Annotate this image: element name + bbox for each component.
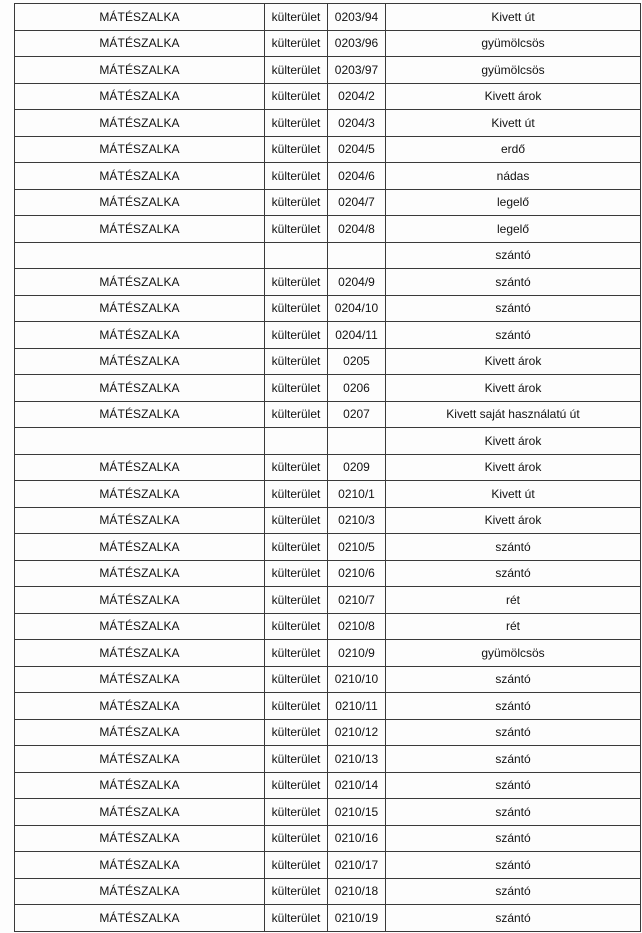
land-use-cell: szántó — [386, 560, 641, 587]
area-type-cell: külterület — [265, 613, 328, 640]
land-use-cell: szántó — [386, 693, 641, 720]
area-type-cell: külterület — [265, 560, 328, 587]
land-use-cell: szántó — [386, 666, 641, 693]
settlement-cell: MÁTÉSZALKA — [15, 348, 265, 375]
land-use-cell: Kivett út — [386, 481, 641, 508]
settlement-cell: MÁTÉSZALKA — [15, 852, 265, 879]
settlement-cell: MÁTÉSZALKA — [15, 507, 265, 534]
table-row — [15, 534, 641, 561]
area-type-cell: külterület — [265, 269, 328, 296]
parcel-table — [14, 3, 641, 932]
parcel-number-cell: 0205 — [328, 348, 386, 375]
settlement-cell: MÁTÉSZALKA — [15, 269, 265, 296]
table-row — [15, 30, 641, 57]
land-use-cell: szántó — [386, 719, 641, 746]
parcel-number-cell: 0210/13 — [328, 746, 386, 773]
land-use-cell: gyümölcsös — [386, 30, 641, 57]
land-use-cell: Kivett árok — [386, 375, 641, 402]
settlement-cell: MÁTÉSZALKA — [15, 905, 265, 932]
parcel-table-body — [15, 4, 641, 932]
area-type-cell: külterület — [265, 375, 328, 402]
area-type-cell: külterület — [265, 772, 328, 799]
land-use-cell: szántó — [386, 295, 641, 322]
table-row — [15, 878, 641, 905]
parcel-number-cell: 0210/12 — [328, 719, 386, 746]
parcel-number-cell: 0210/8 — [328, 613, 386, 640]
parcel-number-cell: 0210/14 — [328, 772, 386, 799]
table-row — [15, 216, 641, 243]
area-type-cell: külterület — [265, 57, 328, 84]
parcel-number-cell: 0204/10 — [328, 295, 386, 322]
parcel-number-cell: 0204/2 — [328, 83, 386, 110]
settlement-cell: MÁTÉSZALKA — [15, 189, 265, 216]
area-type-cell: külterület — [265, 30, 328, 57]
parcel-number-cell: 0206 — [328, 375, 386, 402]
table-row — [15, 269, 641, 296]
table-row — [15, 401, 641, 428]
land-use-cell: Kivett saját használatú út — [386, 401, 641, 428]
table-row — [15, 322, 641, 349]
settlement-cell: MÁTÉSZALKA — [15, 613, 265, 640]
table-row — [15, 666, 641, 693]
table-row — [15, 852, 641, 879]
area-type-cell: külterület — [265, 799, 328, 826]
parcel-number-cell: 0204/5 — [328, 136, 386, 163]
area-type-cell: külterület — [265, 454, 328, 481]
settlement-cell: MÁTÉSZALKA — [15, 746, 265, 773]
settlement-cell: MÁTÉSZALKA — [15, 666, 265, 693]
settlement-cell: MÁTÉSZALKA — [15, 57, 265, 84]
land-use-cell: szántó — [386, 825, 641, 852]
table-row — [15, 640, 641, 667]
settlement-cell: MÁTÉSZALKA — [15, 640, 265, 667]
parcel-number-cell: 0210/7 — [328, 587, 386, 614]
settlement-cell: MÁTÉSZALKA — [15, 295, 265, 322]
land-use-cell: Kivett út — [386, 110, 641, 137]
table-row — [15, 825, 641, 852]
table-row — [15, 189, 641, 216]
land-use-cell: nádas — [386, 163, 641, 190]
parcel-number-cell: 0203/97 — [328, 57, 386, 84]
area-type-cell: külterület — [265, 163, 328, 190]
area-type-cell: külterület — [265, 587, 328, 614]
table-row — [15, 746, 641, 773]
area-type-cell: külterület — [265, 481, 328, 508]
land-use-cell: szántó — [386, 905, 641, 932]
parcel-number-cell: 0204/11 — [328, 322, 386, 349]
settlement-cell: MÁTÉSZALKA — [15, 825, 265, 852]
land-use-cell: Kivett árok — [386, 348, 641, 375]
area-type-cell: külterület — [265, 719, 328, 746]
settlement-cell: MÁTÉSZALKA — [15, 587, 265, 614]
land-use-cell: gyümölcsös — [386, 57, 641, 84]
settlement-cell: MÁTÉSZALKA — [15, 83, 265, 110]
area-type-cell: külterület — [265, 216, 328, 243]
land-use-cell: Kivett árok — [386, 454, 641, 481]
table-row — [15, 905, 641, 932]
settlement-cell: MÁTÉSZALKA — [15, 4, 265, 31]
parcel-number-cell: 0204/9 — [328, 269, 386, 296]
area-type-cell: külterület — [265, 640, 328, 667]
land-use-cell: szántó — [386, 534, 641, 561]
land-use-cell: legelő — [386, 189, 641, 216]
area-type-cell: külterület — [265, 852, 328, 879]
table-row — [15, 428, 641, 455]
parcel-number-cell: 0210/1 — [328, 481, 386, 508]
parcel-number-cell: 0210/18 — [328, 878, 386, 905]
table-row — [15, 613, 641, 640]
parcel-number-cell: 0203/96 — [328, 30, 386, 57]
area-type-cell: külterület — [265, 4, 328, 31]
land-use-cell: szántó — [386, 746, 641, 773]
table-row — [15, 242, 641, 269]
area-type-cell: külterület — [265, 746, 328, 773]
settlement-cell: MÁTÉSZALKA — [15, 322, 265, 349]
settlement-cell: MÁTÉSZALKA — [15, 454, 265, 481]
parcel-number-cell: 0210/15 — [328, 799, 386, 826]
settlement-cell — [15, 428, 265, 455]
settlement-cell: MÁTÉSZALKA — [15, 30, 265, 57]
area-type-cell: külterület — [265, 693, 328, 720]
parcel-number-cell: 0210/19 — [328, 905, 386, 932]
table-row — [15, 136, 641, 163]
land-use-cell: Kivett árok — [386, 83, 641, 110]
settlement-cell — [15, 242, 265, 269]
area-type-cell: külterület — [265, 534, 328, 561]
table-row — [15, 507, 641, 534]
table-row — [15, 83, 641, 110]
table-row — [15, 4, 641, 31]
parcel-number-cell: 0210/17 — [328, 852, 386, 879]
table-row — [15, 693, 641, 720]
table-row — [15, 560, 641, 587]
land-use-cell: rét — [386, 587, 641, 614]
settlement-cell: MÁTÉSZALKA — [15, 799, 265, 826]
area-type-cell: külterület — [265, 878, 328, 905]
land-use-cell: Kivett árok — [386, 507, 641, 534]
area-type-cell: külterület — [265, 110, 328, 137]
parcel-number-cell: 0210/16 — [328, 825, 386, 852]
land-use-cell: szántó — [386, 852, 641, 879]
parcel-number-cell: 0210/3 — [328, 507, 386, 534]
land-use-cell: szántó — [386, 322, 641, 349]
settlement-cell: MÁTÉSZALKA — [15, 216, 265, 243]
parcel-number-cell: 0210/6 — [328, 560, 386, 587]
parcel-number-cell: 0207 — [328, 401, 386, 428]
area-type-cell — [265, 428, 328, 455]
area-type-cell: külterület — [265, 136, 328, 163]
settlement-cell: MÁTÉSZALKA — [15, 110, 265, 137]
parcel-number-cell: 0210/5 — [328, 534, 386, 561]
land-use-cell: gyümölcsös — [386, 640, 641, 667]
table-row — [15, 799, 641, 826]
land-use-cell: szántó — [386, 799, 641, 826]
area-type-cell: külterület — [265, 507, 328, 534]
land-use-cell: szántó — [386, 878, 641, 905]
area-type-cell: külterület — [265, 83, 328, 110]
land-use-cell: szántó — [386, 269, 641, 296]
settlement-cell: MÁTÉSZALKA — [15, 401, 265, 428]
table-row — [15, 57, 641, 84]
parcel-number-cell: 0204/3 — [328, 110, 386, 137]
table-row — [15, 587, 641, 614]
parcel-number-cell: 0209 — [328, 454, 386, 481]
land-use-cell: Kivett árok — [386, 428, 641, 455]
area-type-cell: külterület — [265, 295, 328, 322]
land-use-cell: szántó — [386, 242, 641, 269]
area-type-cell: külterület — [265, 666, 328, 693]
parcel-number-cell: 0210/9 — [328, 640, 386, 667]
settlement-cell: MÁTÉSZALKA — [15, 163, 265, 190]
table-row — [15, 454, 641, 481]
area-type-cell: külterület — [265, 401, 328, 428]
parcel-number-cell: 0203/94 — [328, 4, 386, 31]
land-use-cell: szántó — [386, 772, 641, 799]
parcel-number-cell: 0210/11 — [328, 693, 386, 720]
table-row — [15, 481, 641, 508]
area-type-cell: külterület — [265, 189, 328, 216]
land-use-cell: erdő — [386, 136, 641, 163]
parcel-number-cell: 0210/10 — [328, 666, 386, 693]
parcel-number-cell: 0204/8 — [328, 216, 386, 243]
area-type-cell: külterület — [265, 322, 328, 349]
land-use-cell: Kivett út — [386, 4, 641, 31]
settlement-cell: MÁTÉSZALKA — [15, 481, 265, 508]
area-type-cell: külterület — [265, 348, 328, 375]
land-use-cell: legelő — [386, 216, 641, 243]
table-row — [15, 375, 641, 402]
settlement-cell: MÁTÉSZALKA — [15, 719, 265, 746]
table-row — [15, 348, 641, 375]
parcel-number-cell — [328, 242, 386, 269]
table-row — [15, 772, 641, 799]
settlement-cell: MÁTÉSZALKA — [15, 693, 265, 720]
land-use-cell: rét — [386, 613, 641, 640]
area-type-cell: külterület — [265, 905, 328, 932]
parcel-number-cell — [328, 428, 386, 455]
settlement-cell: MÁTÉSZALKA — [15, 878, 265, 905]
table-row — [15, 110, 641, 137]
settlement-cell: MÁTÉSZALKA — [15, 375, 265, 402]
area-type-cell: külterület — [265, 825, 328, 852]
parcel-number-cell: 0204/6 — [328, 163, 386, 190]
table-row — [15, 719, 641, 746]
table-row — [15, 295, 641, 322]
parcel-number-cell: 0204/7 — [328, 189, 386, 216]
area-type-cell — [265, 242, 328, 269]
settlement-cell: MÁTÉSZALKA — [15, 560, 265, 587]
settlement-cell: MÁTÉSZALKA — [15, 772, 265, 799]
settlement-cell: MÁTÉSZALKA — [15, 534, 265, 561]
table-row — [15, 163, 641, 190]
settlement-cell: MÁTÉSZALKA — [15, 136, 265, 163]
